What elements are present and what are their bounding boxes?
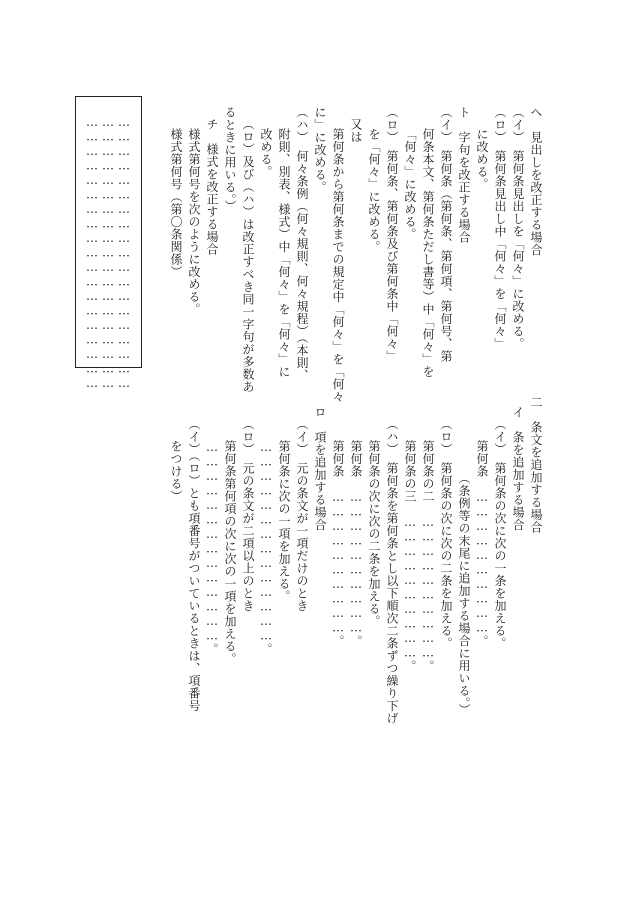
text-column: ト 字句を改正する場合	[457, 106, 471, 244]
text-column: （ロ） 元の条文が二項以上のとき	[241, 418, 255, 612]
text-column: 様式第何号（第〇条関係）	[169, 128, 183, 278]
text-column: 第何条の次に次の二条を加える。	[367, 440, 381, 628]
text-column: 附則、別表、様式）中「何々」を「何々」に	[277, 128, 291, 378]
dotted-line: …………………………………………………	[101, 115, 115, 391]
text-column: イ 条を追加する場合	[511, 406, 525, 531]
text-column: （イ） 第何条見出しを「何々」に改める。	[511, 106, 525, 350]
text-column: （イ） 元の条文が一項だけのとき	[295, 418, 309, 612]
text-column: （ハ） 何々条例（何々規則、何々規程）（本則、	[295, 106, 309, 382]
text-column: （ロ） 第何条、第何条及び第何条中「何々」	[385, 106, 399, 363]
text-column: （イ） 第何条（第何条、第何項、第何号、第	[439, 106, 453, 363]
text-column: （ハ） 第何条を第何条とし以下順次二条ずつ繰り下げ	[385, 418, 399, 725]
dotted-line: …………………………………………………	[85, 115, 99, 391]
text-column: 何条本文、第何条ただし書等）中「何々」を	[421, 128, 435, 378]
text-column: をつける）	[169, 440, 183, 503]
text-column: ……………………………………。	[259, 440, 273, 656]
dotted-line: …………………………………………………	[117, 115, 131, 391]
text-column: （ロ）及び（ハ）は改正すべき同一字句が多数あ	[241, 118, 255, 393]
text-column: （イ）（ロ）とも項番号がついているときは、項番号	[187, 418, 201, 712]
text-column: 第何条 …………………………。	[331, 440, 345, 648]
text-column: を「何々」に改める。	[367, 128, 381, 253]
text-column: るときに用いる。）	[223, 106, 237, 213]
text-column: へ 見出しを改正する場合	[529, 106, 543, 256]
text-column: （ロ） 第何条の次に次の二条を加える。	[439, 418, 453, 650]
text-column: 第何条 …………………………。	[349, 440, 363, 648]
text-column: に」に改める。	[313, 106, 327, 194]
text-column: 第何条の三 …………………………。	[403, 440, 417, 673]
text-column: 「何々」に改める。	[403, 128, 417, 241]
form-box	[75, 96, 142, 391]
text-column: 第何条の二 …………………………。	[421, 440, 435, 673]
text-column: ロ 項を追加する場合	[313, 406, 327, 531]
text-column: （条例等の末尾に追加する場合に用いる。）	[457, 472, 471, 716]
text-column: 第何条第何項の次に次の一項を加える。	[223, 440, 237, 665]
text-column: 二 条文を追加する場合	[529, 396, 543, 534]
text-column: 様式第何号を次のように改める。	[187, 128, 201, 316]
text-column: 又は	[349, 118, 363, 143]
text-column: に改める。	[475, 128, 489, 191]
text-column: 第何条 …………………………。	[475, 440, 489, 648]
text-column: 第何条から第何条までの規定中「何々」を「何々	[331, 128, 345, 403]
text-column: チ 様式を改正する場合	[205, 118, 219, 256]
text-column: （イ） 第何条の次に次の一条を加える。	[493, 418, 507, 650]
text-column: 改める。	[259, 128, 273, 178]
text-column: （ロ） 第何条見出し中「何々」を「何々」	[493, 106, 507, 350]
text-column: ……………………………………。	[205, 440, 219, 656]
text-column: 第何条に次の一項を加える。	[277, 440, 291, 603]
